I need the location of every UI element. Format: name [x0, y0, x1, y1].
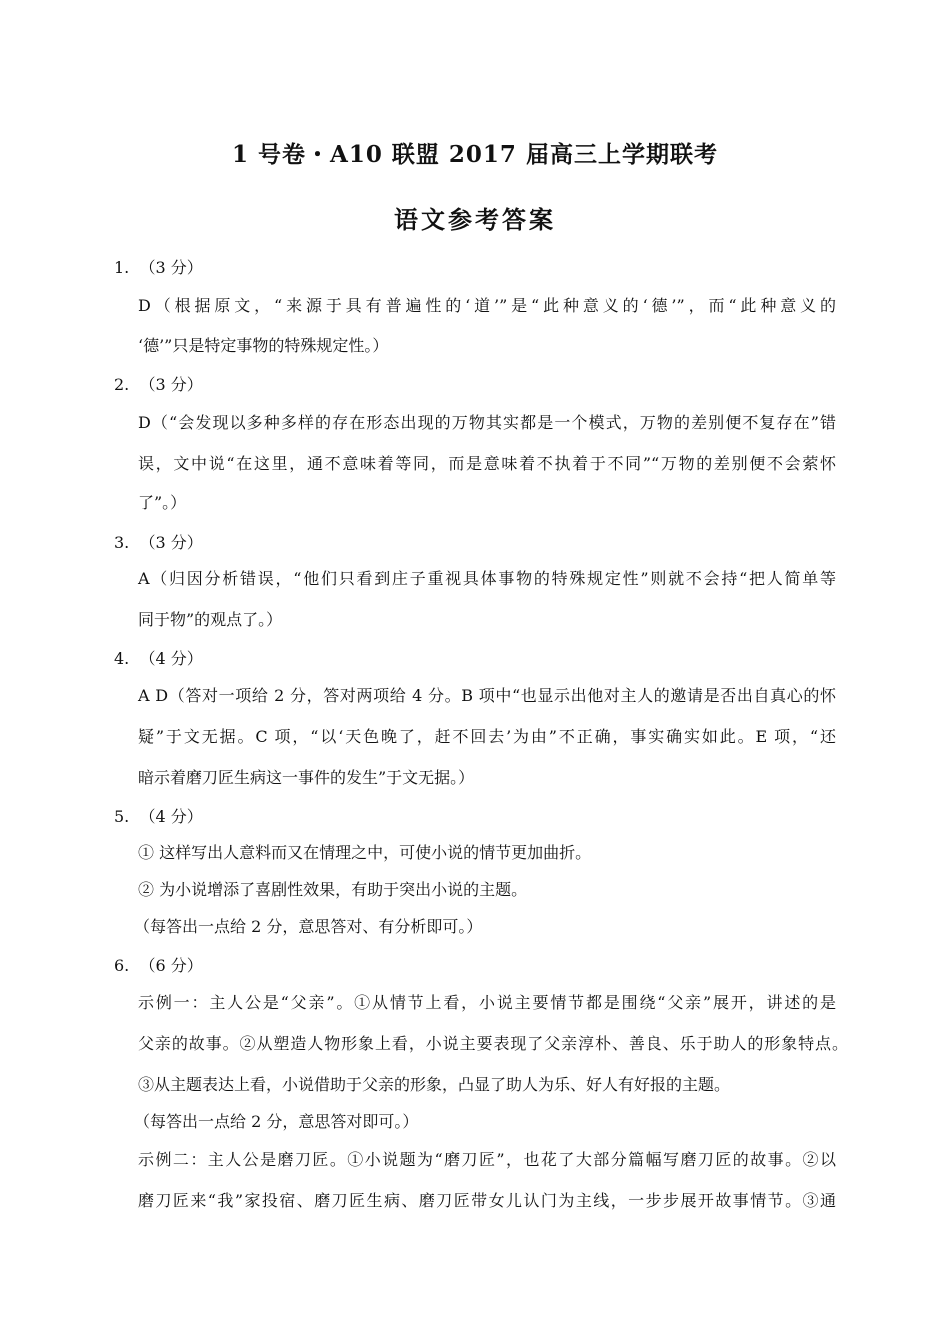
question-6-answer-line: 磨刀匠来“我”家投宿、磨刀匠生病、磨刀匠带女儿认门为主线，一步步展开故事情节。③通	[138, 1191, 836, 1210]
question-2-answer-line: 误，文中说“在这里，通不意味着等同，而是意味着不执着于不同”“万物的差别便不会萦怀	[138, 454, 836, 473]
question-2-answer-line: D（“会发现以多种多样的存在形态出现的万物其实都是一个模式，万物的差别便不复存在”错	[138, 413, 836, 432]
question-6-number: 6. （6 分）	[114, 956, 203, 975]
page-subtitle: 语文参考答案	[394, 205, 556, 234]
question-6-answer-line: 父亲的故事。②从塑造人物形象上看，小说主要表现了父亲淳朴、善良、乐于助人的形象特点。	[138, 1034, 848, 1053]
question-3-answer-line: 同于物”的观点了。）	[138, 610, 283, 629]
question-2-number: 2. （3 分）	[114, 375, 203, 394]
question-5-score: （4 分）	[139, 807, 203, 826]
question-4-answer-line: 疑”于文无据。C 项，“以‘天色晚了，赶不回去’为由”不正确，事实确实如此。E 项，“还	[138, 727, 836, 746]
question-1-answer-line: D（根据原文，“来源于具有普遍性的‘道’”是“此种意义的‘德’”，而“此种意义的	[138, 296, 836, 315]
question-3-score: （3 分）	[139, 533, 203, 552]
question-2-answer-line: 了”。）	[138, 493, 187, 512]
question-6-answer-line: 示例一：主人公是“父亲”。①从情节上看，小说主要情节都是围绕“父亲”展开，讲述的是	[138, 993, 836, 1012]
question-5-number: 5. （4 分）	[114, 807, 203, 826]
question-3-answer-line: A（归因分析错误，“他们只看到庄子重视具体事物的特殊规定性”则就不会持“把人简单等	[138, 569, 836, 588]
question-6-answer-line: （每答出一点给 2 分，意思答对即可。）	[134, 1112, 419, 1131]
page-title: 1 号卷・A10 联盟 2017 届高三上学期联考	[232, 141, 718, 168]
question-2-score: （3 分）	[139, 375, 203, 394]
question-5-answer-line: ② 为小说增添了喜剧性效果，有助于突出小说的主题。	[138, 880, 528, 899]
question-3-number: 3. （3 分）	[114, 533, 203, 552]
question-4-number: 4. （4 分）	[114, 649, 203, 668]
question-4-answer-line: 暗示着磨刀匠生病这一事件的发生”于文无据。）	[138, 768, 475, 787]
question-6-score: （6 分）	[139, 956, 203, 975]
question-1-score: （3 分）	[139, 258, 203, 277]
question-1-answer-line: ‘德’”只是特定事物的特殊规定性。）	[138, 336, 389, 355]
question-6-answer-line: 示例二：主人公是磨刀匠。①小说题为“磨刀匠”，也花了大部分篇幅写磨刀匠的故事。②以	[138, 1150, 836, 1169]
question-5-answer-line: （每答出一点给 2 分，意思答对、有分析即可。）	[134, 917, 483, 936]
question-1-number: 1. （3 分）	[114, 258, 203, 277]
question-6-answer-line: ③从主题表达上看，小说借助于父亲的形象，凸显了助人为乐、好人有好报的主题。	[138, 1075, 731, 1094]
question-4-answer-line: A D（答对一项给 2 分，答对两项给 4 分。B 项中“也显示出他对主人的邀请是否出自真心的怀	[138, 686, 836, 705]
question-5-answer-line: ① 这样写出人意料而又在情理之中，可使小说的情节更加曲折。	[138, 843, 592, 862]
question-4-score: （4 分）	[139, 649, 203, 668]
